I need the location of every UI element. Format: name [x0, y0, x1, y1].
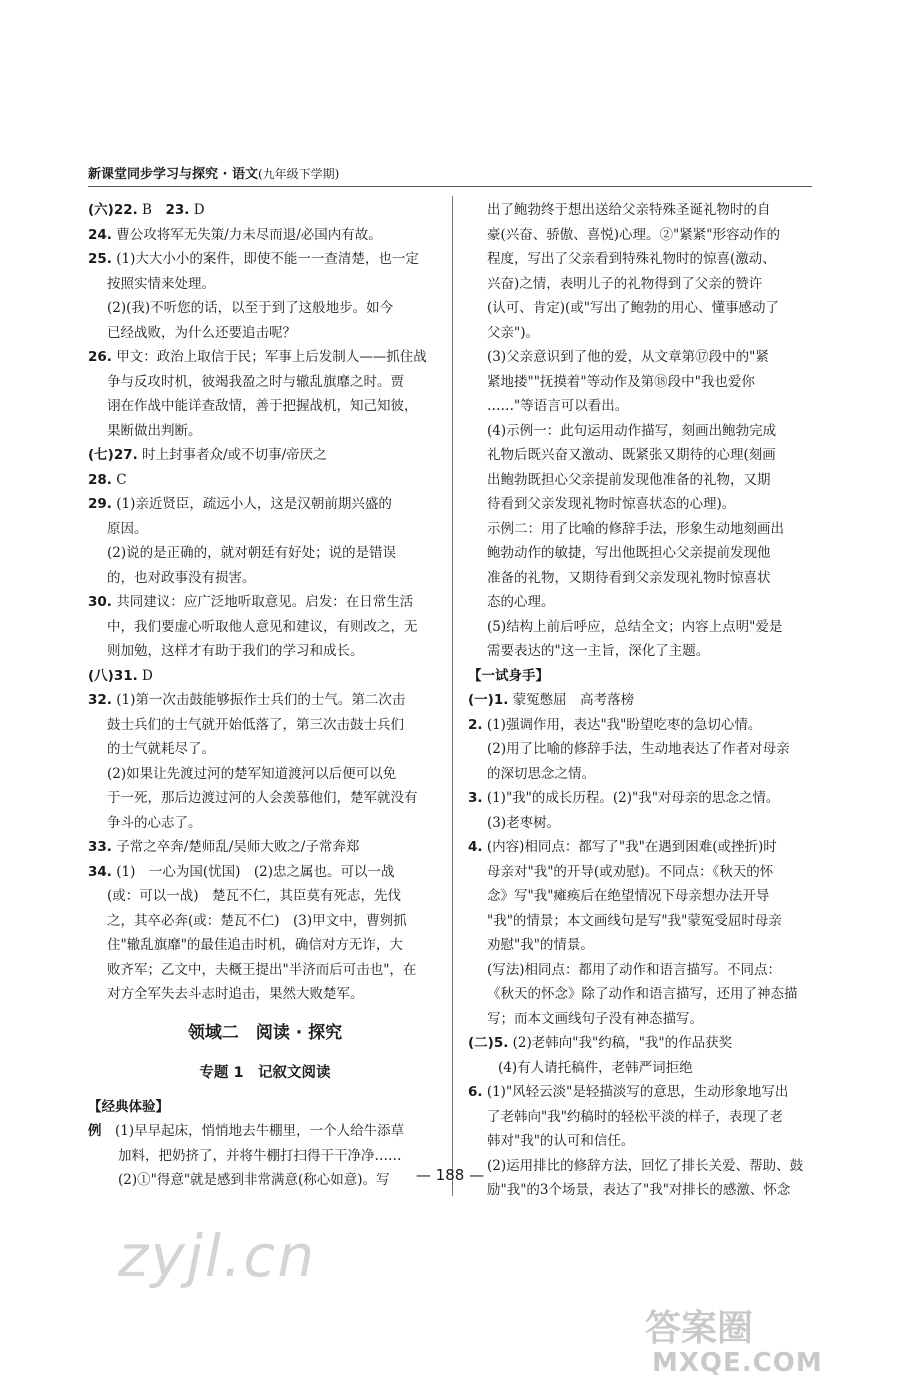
answer-text: (1)强调作用，表达"我"盼望吃枣的急切心情。	[482, 716, 762, 733]
answer-line	[88, 835, 442, 860]
answer-text: 诩在作战中能详查敌情，善于把握战机，知己知彼，	[107, 398, 418, 414]
answer-text: 豪(兴奋、骄傲、喜悦)心理。②"紧紧"形容动作的	[487, 226, 780, 243]
answer-line	[88, 321, 442, 346]
right-column	[468, 198, 814, 1203]
header-title: 新课堂同步学习与探究 · 语文	[88, 167, 258, 182]
answer-text: 程度，写出了父亲看到特殊礼物时的惊喜(激动、	[487, 251, 776, 267]
answer-text: (1) 一心为国(忧国) (2)忠之属也。可以一战	[111, 863, 395, 880]
answer-line	[468, 321, 814, 346]
answer-line	[468, 223, 814, 248]
answer-line	[468, 394, 814, 419]
answer-line	[468, 884, 814, 909]
left-column	[88, 198, 442, 1193]
question-number: 29.	[88, 496, 112, 512]
answer-text: D	[189, 202, 205, 218]
answer-line	[468, 541, 814, 566]
answer-line	[468, 982, 814, 1007]
answer-text: (3)老枣树。	[487, 814, 561, 831]
answer-line	[468, 909, 814, 934]
answer-line	[88, 223, 442, 248]
answer-text: 写；而本文画线句子没有神态描写。	[487, 1010, 703, 1027]
answer-line	[88, 443, 442, 468]
answer-line	[468, 443, 814, 468]
question-number: (六)22.	[88, 202, 138, 218]
answer-line	[88, 541, 442, 566]
question-number: 28.	[88, 471, 112, 488]
answer-text: 时上封事者众/或不切事/帝厌之	[137, 447, 327, 463]
question-number: 26.	[88, 349, 112, 365]
question-number: 30.	[88, 594, 112, 610]
answer-line	[468, 468, 814, 493]
answer-text: (1)早早起床，悄悄地去牛棚里，一个人给牛添草	[101, 1123, 405, 1139]
answer-line	[88, 517, 442, 542]
answer-text: 《秋天的怀念》除了动作和语言描写，还用了神态描	[487, 986, 798, 1002]
answer-text: 礼物后既兴奋又激动、既紧张又期待的心理(刻画	[487, 447, 776, 463]
answer-text: 对方全军失去斗志时追击，果然大败楚军。	[107, 986, 364, 1002]
answer-text: (2)老韩向"我"约稿，"我"的作品获奖	[508, 1035, 733, 1051]
answer-text: (1)亲近贤臣，疏远小人，这是汉朝前期兴盛的	[111, 496, 392, 512]
question-number: (二)5.	[468, 1035, 509, 1051]
answer-line	[88, 198, 442, 223]
watermark-daanquan: 答案圈	[645, 1308, 754, 1349]
answer-text: 共同建议：应广泛地听取意见。启发：在日常生活	[111, 594, 414, 610]
answer-text: 劝慰"我"的情景。	[487, 937, 594, 953]
answer-line	[88, 492, 442, 517]
answer-line	[88, 933, 442, 958]
answer-text: 按照实情来处理。	[107, 275, 215, 292]
question-number: 34.	[88, 863, 112, 880]
answer-text: 母亲对"我"的开导(或劝慰)。不同点：《秋天的怀	[487, 863, 774, 880]
answer-line	[468, 860, 814, 885]
answer-line	[88, 1144, 442, 1169]
answer-line	[468, 835, 814, 860]
answer-text: 励"我"的3个场景，表达了"我"对排长的感激、怀念	[487, 1182, 791, 1198]
answer-text: 子常之卒奔/楚师乱/吴师大败之/子常奔郑	[111, 839, 360, 855]
section-tag: 【经典体验】	[88, 1098, 169, 1115]
answer-text: "我"的情景；本文画线句是写"我"蒙冤受屈时母亲	[487, 912, 782, 929]
answer-line	[468, 1129, 814, 1154]
answer-line	[468, 1007, 814, 1032]
answer-line	[468, 247, 814, 272]
answer-line	[468, 737, 814, 762]
answer-text: 准备的礼物，又期待看到父亲发现礼物时惊喜状	[487, 569, 771, 586]
answer-line	[88, 247, 442, 272]
answer-text: ……"等语言可以看出。	[487, 398, 629, 414]
answer-line	[468, 958, 814, 983]
answer-text: 争斗的心志了。	[107, 814, 202, 831]
answer-text: 曹公攻将军无失策/力未尽而退/必国内有故。	[111, 226, 382, 243]
header-subtitle: (九年级下学期)	[258, 167, 340, 181]
question-number: 32.	[88, 692, 112, 708]
question-number: 24.	[88, 226, 112, 243]
answer-text: D	[137, 667, 153, 684]
answer-text: (1)第一次击鼓能够振作士兵们的士气。第二次击	[111, 692, 406, 708]
answer-line	[468, 713, 814, 738]
answer-text: 的，也对政事没有损害。	[107, 569, 256, 586]
question-number: 2.	[468, 716, 483, 733]
answer-line	[468, 664, 814, 689]
running-header	[88, 163, 339, 182]
answer-line	[468, 517, 814, 542]
answer-text: (或：可以一战) 楚瓦不仁，其臣莫有死志，先伐	[107, 888, 402, 904]
answer-text: 的深切思念之情。	[487, 765, 595, 782]
answer-text: C	[111, 471, 127, 488]
answer-line	[88, 811, 442, 836]
answer-text: (2)用了比喻的修辞手法，生动地表达了作者对母亲	[487, 741, 790, 757]
answer-line	[468, 688, 814, 713]
answer-line	[468, 419, 814, 444]
answer-text: 甲文：政治上取信于民；军事上后发制人——抓住战	[111, 349, 427, 365]
answer-line	[468, 639, 814, 664]
column-divider	[452, 196, 453, 1196]
answer-line	[88, 786, 442, 811]
answer-text: (3)父亲意识到了他的爱，从文章第⑰段中的"紧	[487, 349, 769, 365]
watermark-mxqe: MXQE.COM	[652, 1348, 823, 1378]
page-number: — 188 —	[415, 1166, 485, 1184]
answer-text: 鲍勃动作的敏捷，写出他既担心父亲提前发现他	[487, 545, 771, 561]
answer-text: 态的心理。	[487, 594, 555, 610]
answer-text: 败齐军；乙文中，夫概王提出"半济而后可击也"，在	[107, 961, 417, 978]
answer-line	[88, 688, 442, 713]
answer-text: 加料，把奶挤了，并将牛棚打扫得干干净净……	[118, 1147, 402, 1164]
section-tag: 【一试身手】	[468, 667, 549, 684]
answer-line	[88, 982, 442, 1007]
answer-line	[88, 737, 442, 762]
answer-text: 于一死，那后边渡过河的人会羡慕他们，楚军就没有	[107, 790, 418, 806]
question-number: 3.	[468, 790, 483, 806]
answer-line	[468, 590, 814, 615]
answer-text: 示例二：用了比喻的修辞手法，形象生动地刻画出	[487, 520, 784, 537]
answer-text: 了老韩向"我"约稿时的轻松平淡的样子，表现了老	[487, 1108, 783, 1125]
answer-text: 紧地搂""抚摸着"等动作及第⑱段中"我也爱你	[487, 373, 755, 390]
answer-text: 需要表达的"这一主旨，深化了主题。	[487, 643, 710, 659]
answer-line	[468, 370, 814, 395]
answer-line	[468, 786, 814, 811]
answer-text: 念》写"我"瘫痪后在绝望情况下母亲想办法开导	[487, 888, 770, 904]
header-rule	[88, 186, 812, 187]
answer-line	[88, 884, 442, 909]
answer-text: (2)如果让先渡过河的楚军知道渡河以后便可以免	[107, 765, 397, 782]
answer-text: (5)结构上前后呼应，总结全文；内容上点明"爱是	[487, 618, 783, 635]
answer-line	[468, 345, 814, 370]
answer-text: (1)"我"的成长历程。(2)"我"对母亲的思念之情。	[482, 790, 780, 806]
answer-text: 兴奋)之情，表明儿子的礼物得到了父亲的赞许	[487, 275, 763, 292]
answer-line	[88, 419, 442, 444]
answer-line	[88, 639, 442, 664]
answer-line	[468, 272, 814, 297]
answer-text: (内容)相同点：都写了"我"在遇到困难(或挫折)时	[482, 839, 777, 855]
answer-text: 原因。	[107, 520, 148, 537]
answer-line	[88, 909, 442, 934]
answer-line	[468, 198, 814, 223]
question-number: 25.	[88, 251, 112, 267]
answer-text: 出了鲍勃终于想出送给父亲特殊圣诞礼物时的自	[487, 202, 771, 218]
answer-text: 出鲍勃既担心父亲提前发现他准备的礼物，又期	[487, 471, 771, 488]
answer-text: 果断做出判断。	[107, 422, 202, 439]
question-number: (一)1.	[468, 692, 509, 708]
answer-line	[468, 492, 814, 517]
answer-line	[88, 713, 442, 738]
answer-line	[468, 566, 814, 591]
answer-text: 待看到父亲发现礼物时惊喜状态的心理)。	[487, 496, 736, 512]
answer-line	[468, 762, 814, 787]
answer-line	[468, 615, 814, 640]
answer-line	[88, 664, 442, 689]
answer-line	[88, 590, 442, 615]
answer-line	[88, 468, 442, 493]
answer-text: (4)示例一：此句运用动作描写，刻画出鲍勃完成	[487, 422, 777, 439]
answer-text: 之，其卒必奔(或：楚瓦不仁) (3)甲文中，曹刿抓	[107, 912, 407, 929]
answer-text: (4)有人请托稿件，老韩严词拒绝	[498, 1059, 693, 1076]
answer-line	[468, 1080, 814, 1105]
answer-line	[88, 1119, 442, 1144]
question-number: 6.	[468, 1084, 483, 1100]
answer-line	[468, 1105, 814, 1130]
answer-line	[468, 296, 814, 321]
answer-text: 中，我们要虚心听取他人意见和建议，有则改之，无	[107, 618, 418, 635]
answer-line	[88, 370, 442, 395]
answer-text: (2)(我)不听您的话，以至于到了这般地步。如今	[107, 300, 394, 316]
question-number: (七)27.	[88, 447, 138, 463]
section-title: 领域二 阅读 · 探究	[187, 1022, 343, 1043]
answer-text: 则加勉，这样才有助于我们的学习和成长。	[107, 643, 364, 659]
answer-line	[88, 394, 442, 419]
question-number: (八)31.	[88, 667, 138, 684]
answer-text: 韩对"我"的认可和信任。	[487, 1133, 635, 1149]
answer-text: 父亲")。	[487, 324, 539, 341]
answer-text: 蒙冤憋屈 高考落榜	[508, 692, 635, 708]
answer-line	[88, 860, 442, 885]
topic-title: 专题 1 记叙文阅读	[199, 1064, 331, 1081]
answer-line	[88, 345, 442, 370]
answer-text: (认可、肯定)(或"写出了鲍勃的用心、懂事感动了	[487, 300, 780, 316]
answer-line	[468, 933, 814, 958]
answer-text: 鼓士兵们的士气就开始低落了，第三次击鼓士兵们	[107, 716, 404, 733]
answer-text: (2)运用排比的修辞方法，回忆了排长关爱、帮助、鼓	[487, 1157, 804, 1174]
answer-text: (2)①"得意"就是感到非常满意(称心如意)。写	[118, 1172, 390, 1188]
answer-text: (写法)相同点：都用了动作和语言描写。不同点：	[487, 961, 782, 978]
answer-text: B	[137, 202, 166, 218]
answer-line	[88, 958, 442, 983]
answer-line	[88, 762, 442, 787]
question-number: 33.	[88, 839, 112, 855]
question-number: 例	[88, 1123, 102, 1139]
answer-line	[88, 566, 442, 591]
answer-line	[468, 1031, 814, 1056]
answer-text: (1)大大小小的案件，即使不能一一查清楚，也一定	[111, 251, 419, 267]
question-number: 4.	[468, 839, 483, 855]
answer-line	[88, 615, 442, 640]
answer-text: (1)"风轻云淡"是轻描淡写的意思，生动形象地写出	[482, 1084, 789, 1100]
answer-line	[468, 1056, 814, 1081]
answer-text: 争与反攻时机，彼竭我盈之时与辙乱旗靡之时。贾	[107, 373, 404, 390]
answer-text: 住"辙乱旗靡"的最佳追击时机，确信对方无诈，大	[107, 937, 403, 953]
answer-text: 已经战败，为什么还要追击呢？	[107, 324, 296, 341]
question-number: 23.	[165, 202, 190, 218]
answer-line	[468, 811, 814, 836]
answer-line	[88, 272, 442, 297]
watermark-zyjl: zyjl.cn	[118, 1222, 317, 1290]
answer-text: 的士气就耗尽了。	[107, 741, 215, 757]
answer-line	[88, 296, 442, 321]
answer-text: (2)说的是正确的，就对朝廷有好处；说的是错误	[107, 545, 397, 561]
